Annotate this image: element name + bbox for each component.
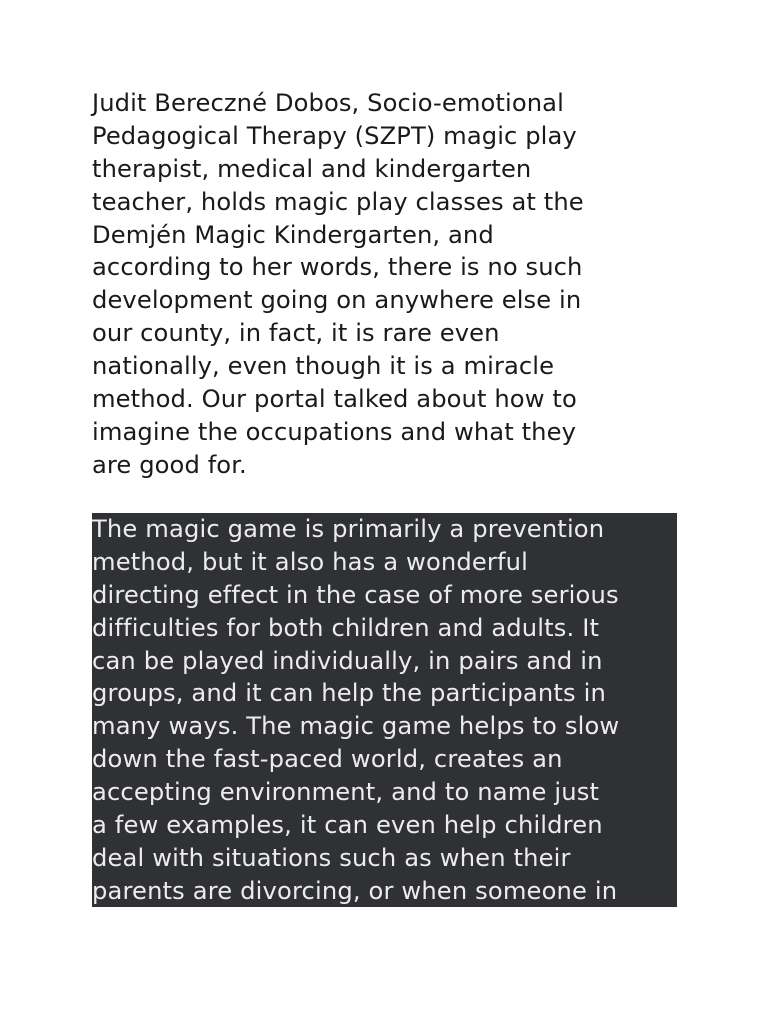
text-line: The magic game is primarily a prevention [92,515,605,543]
text-line: are good for. [92,450,247,479]
text-line: development going on anywhere else in [92,286,582,315]
text-line: imagine the occupations and what they [92,417,576,446]
text-line: parents are divorcing, or when someone in [92,876,618,905]
paragraph-highlighted [92,513,677,907]
text-line: according to her words, there is no such [92,253,583,282]
text-line: Judit Bereczné Dobos, Socio-emotional [92,89,564,117]
text-line: many ways. The magic game helps to slow [92,712,620,741]
text-line: method, but it also has a wonderful [92,547,529,576]
text-line: down the fast-paced world, creates an [92,745,563,774]
text-line: nationally, even though it is a miracle [92,352,555,381]
text-line: accepting environment, and to name just [92,778,600,807]
text-line: directing effect in the case of more serious [92,580,619,609]
text-line: therapist, medical and kindergarten [92,154,532,183]
text-line: Pedagogical Therapy (SZPT) magic play [92,121,577,150]
text-line: a few examples, it can even help children [92,811,603,840]
text-line: difficulties for both children and adults. It [92,613,600,642]
paragraph-intro [92,87,672,482]
text-line: Demjén Magic Kindergarten, and [92,220,494,249]
text-line: method. Our portal talked about how to [92,385,577,414]
text-line: teacher, holds magic play classes at the [92,187,584,216]
text-line: our county, in fact, it is rare even [92,319,500,348]
text-line: deal with situations such as when their [92,843,571,872]
text-line: groups, and it can help the participants in [92,679,606,708]
text-line: can be played individually, in pairs and in [92,646,603,675]
